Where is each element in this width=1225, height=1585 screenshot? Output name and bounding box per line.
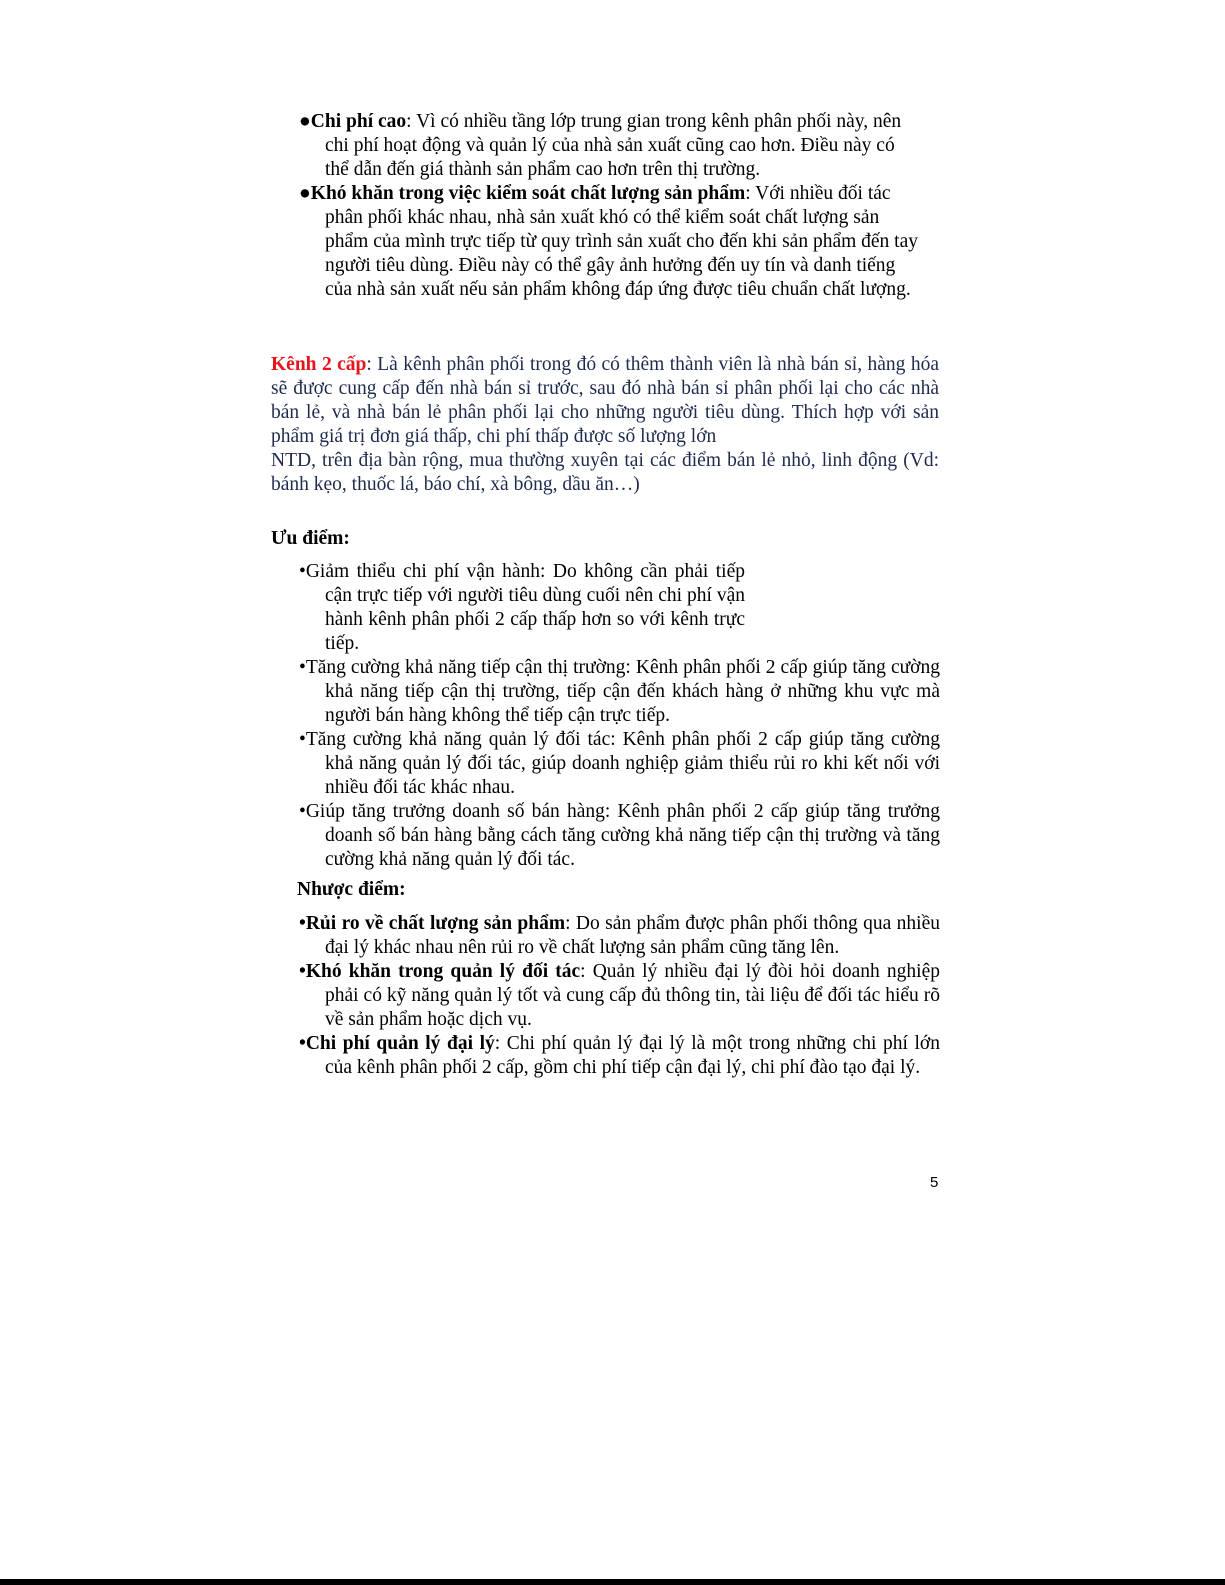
disadvantages-list [297, 912, 940, 1080]
page-bottom-border [0, 1579, 1225, 1585]
bullet-icon: • [299, 961, 306, 982]
list-item [297, 728, 940, 800]
advantages-list [297, 560, 940, 872]
item-text: : Vì có nhiều tầng lớp trung gian trong kênh phân phối này, nên chi phí hoạt động và quản lý của nhà sản xuất cũng cao hơn. Điều này có thể dẫn đến giá thành sản phẩm cao hơn trên thị trường. [325, 111, 902, 180]
section-text: : Là kênh phân phối trong đó có thêm thành viên là nhà bán sỉ, hàng hóa sẽ được cung cấp đến nhà bán sỉ trước, sau đó nhà bán sỉ phân phối lại cho các nhà bán lẻ, và nhà bán lẻ phân phối lại cho những người tiêu dùng. Thích hợp với sản phẩm giá trị đơn giá thấp, chi phí thấp được số lượng lớn [271, 354, 939, 447]
bullet-icon: • [299, 801, 306, 822]
item-text: Tăng cường khả năng quản lý đối tác: Kênh phân phối 2 cấp giúp tăng cường khả năng quản lý đối tác, giúp doanh nghiệp giảm thiểu rủi ro khi kết nối với nhiều đối tác khác nhau. [305, 729, 940, 798]
item-title: Chi phí cao [310, 111, 407, 132]
item-text: : Với nhiều đối tác phân phối khác nhau, nhà sản xuất khó có thể kiểm soát chất lượng sản phẩm của mình trực tiếp từ quy trình sản xuất cho đến khi sản phẩm đến tay người tiêu dùng. Điều này có thể gây ảnh hưởng đến uy tín và danh tiếng của nhà sản xuất nếu sản phẩm không đáp ứng được tiêu chuẩn chất lượng. [325, 183, 918, 300]
item-text: : Quản lý nhiều đại lý đòi hỏi doanh nghiệp phải có kỹ năng quản lý tốt và cung cấp đủ thông tin, tài liệu để đối tác hiểu rõ về sản phẩm hoặc dịch vụ. [325, 961, 940, 1030]
list-item [297, 1032, 940, 1080]
list-item [297, 560, 745, 656]
list-item [297, 800, 940, 872]
item-title: Chi phí quản lý đại lý [305, 1033, 495, 1054]
list-item [297, 656, 940, 728]
item-title: Khó khăn trong quản lý đối tác [305, 961, 581, 982]
previous-section-disadvantages-list [297, 110, 922, 302]
list-item [297, 110, 922, 182]
bullet-icon: • [299, 561, 306, 582]
item-title: Rủi ro về chất lượng sản phẩm [305, 913, 566, 934]
level2-channel-paragraph [271, 353, 939, 497]
bullet-icon: ● [299, 111, 311, 132]
item-text: : Do sản phẩm được phân phối thông qua nhiều đại lý khác nhau nên rủi ro về chất lượng sản phẩm cũng tăng lên. [325, 913, 940, 958]
list-item [297, 960, 940, 1032]
list-item [297, 912, 940, 960]
bullet-icon: • [299, 913, 306, 934]
item-text: Giảm thiểu chi phí vận hành: Do không cần phải tiếp cận trực tiếp với người tiêu dùng cuối nên chi phí vận hành kênh phân phối 2 cấp thấp hơn so với kênh trực tiếp. [305, 561, 745, 654]
item-text: Tăng cường khả năng tiếp cận thị trường: Kênh phân phối 2 cấp giúp tăng cường khả năng tiếp cận thị trường, tiếp cận đến khách hàng ở những khu vực mà người bán hàng không thể tiếp cận trực tiếp. [305, 657, 940, 726]
bullet-icon: • [299, 1033, 306, 1054]
section-title: Kênh 2 cấp [271, 354, 367, 375]
advantages-heading: Ưu điểm: [271, 528, 350, 549]
item-title: Khó khăn trong việc kiểm soát chất lượng sản phẩm [310, 183, 746, 204]
bullet-icon: ● [299, 183, 311, 204]
item-text: : Chi phí quản lý đại lý là một trong những chi phí lớn của kênh phân phối 2 cấp, gồm chi phí tiếp cận đại lý, chi phí đào tạo đại lý. [325, 1033, 940, 1078]
bullet-icon: • [299, 729, 306, 750]
disadvantages-heading: Nhược điểm: [297, 879, 406, 900]
item-text: Giúp tăng trưởng doanh số bán hàng: Kênh phân phối 2 cấp giúp tăng trưởng doanh số bán hàng bằng cách tăng cường khả năng tiếp cận thị trường và tăng cường khả năng quản lý đối tác. [305, 801, 940, 870]
list-item [297, 182, 922, 302]
bullet-icon: • [299, 657, 306, 678]
section-text-continued: NTD, trên địa bàn rộng, mua thường xuyên tại các điểm bán lẻ nhỏ, linh động (Vd: bánh kẹo, thuốc lá, báo chí, xà bông, dầu ăn…) [271, 450, 939, 495]
page-number: 5 [930, 1174, 939, 1191]
